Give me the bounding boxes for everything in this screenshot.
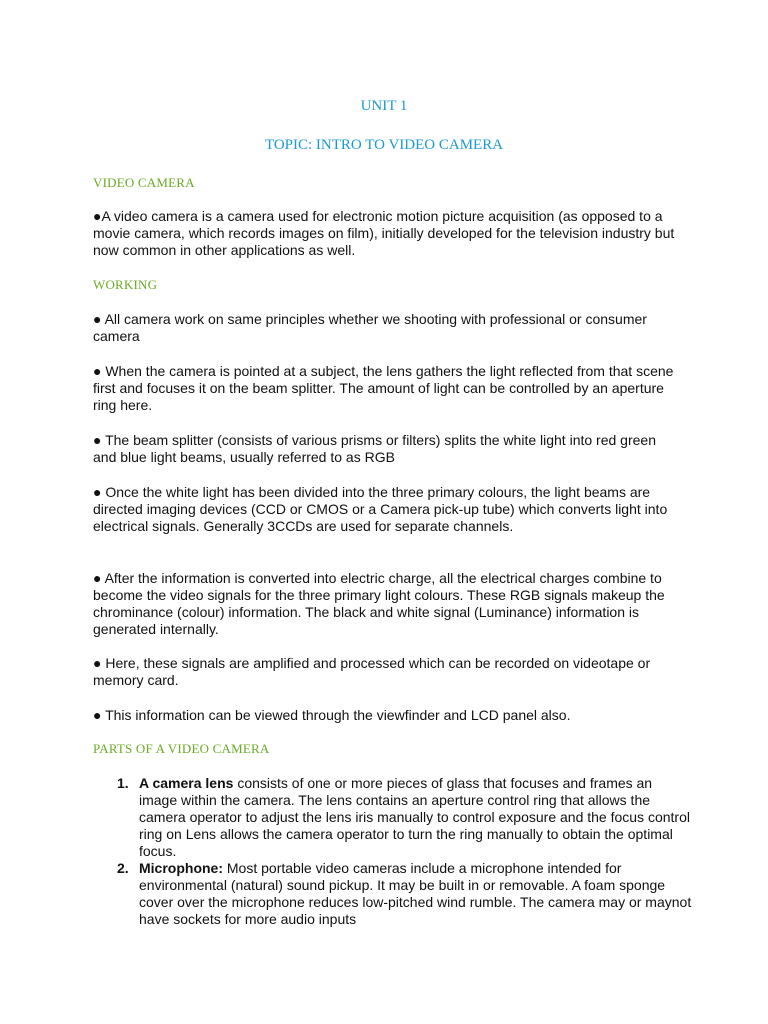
working-point: ● All camera work on same principles whether we shooting with professional or consumer camera [93, 311, 647, 344]
working-point: ● The beam splitter (consists of various prisms or filters) splits the white light into red green and blue light beams, usually referred to as RGB [93, 432, 656, 465]
list-item-number: 1. [117, 775, 129, 791]
list-item-text: consists of one or more pieces of glass that focuses and frames an image within the camera. The lens contains an aperture control ring that allows the camera operator to adjust the lens iris manually to control exposure and the focus control ring on Lens allows the camera operator to turn the ring manually to obtain the optimal focus. [139, 775, 690, 859]
list-item [93, 860, 693, 928]
section-heading-parts: PARTS OF A VIDEO CAMERA [93, 741, 270, 756]
list-item-term: A camera lens [139, 775, 234, 791]
working-point: ● When the camera is pointed at a subject, the lens gathers the light reflected from that scene first and focuses it on the beam splitter. The amount of light can be controlled by an aperture ring here. [93, 363, 674, 413]
list-item-term: Microphone: [139, 860, 223, 876]
topic-title: TOPIC: INTRO TO VIDEO CAMERA [264, 137, 504, 153]
video-camera-paragraph: ●A video camera is a camera used for electronic motion picture acquisition (as opposed to a movie camera, which records images on film), initially developed for the television industry but now common in other applications as well. [93, 208, 675, 258]
unit-title: UNIT 1 [360, 98, 408, 114]
parts-list [93, 775, 693, 928]
working-point: ● Here, these signals are amplified and processed which can be recorded on videotape or memory card. [93, 655, 651, 688]
list-item-text: Most portable video cameras include a microphone intended for environmental (natural) sound pickup. It may be built in or removable. A foam sponge cover over the microphone reduces low-pitched wind rumble. The camera may or maynot have sockets for more audio inputs [139, 860, 692, 927]
list-item [93, 775, 693, 860]
section-heading-video-camera: VIDEO CAMERA [93, 175, 195, 190]
working-point: ● Once the white light has been divided into the three primary colours, the light beams are directed imaging devices (CCD or CMOS or a Camera pick-up tube) which converts light into electrical signals. Generally 3CCDs are used for separate channels. [93, 484, 668, 534]
working-point: ● After the information is converted into electric charge, all the electrical charges combine to become the video signals for the three primary light colours. These RGB signals makeup the chrominance (colour) information. The black and white signal (Luminance) information is generated internally. [93, 570, 665, 637]
section-heading-working: WORKING [93, 277, 158, 292]
working-point: ● This information can be viewed through the viewfinder and LCD panel also. [93, 707, 571, 723]
list-item-number: 2. [117, 860, 129, 876]
